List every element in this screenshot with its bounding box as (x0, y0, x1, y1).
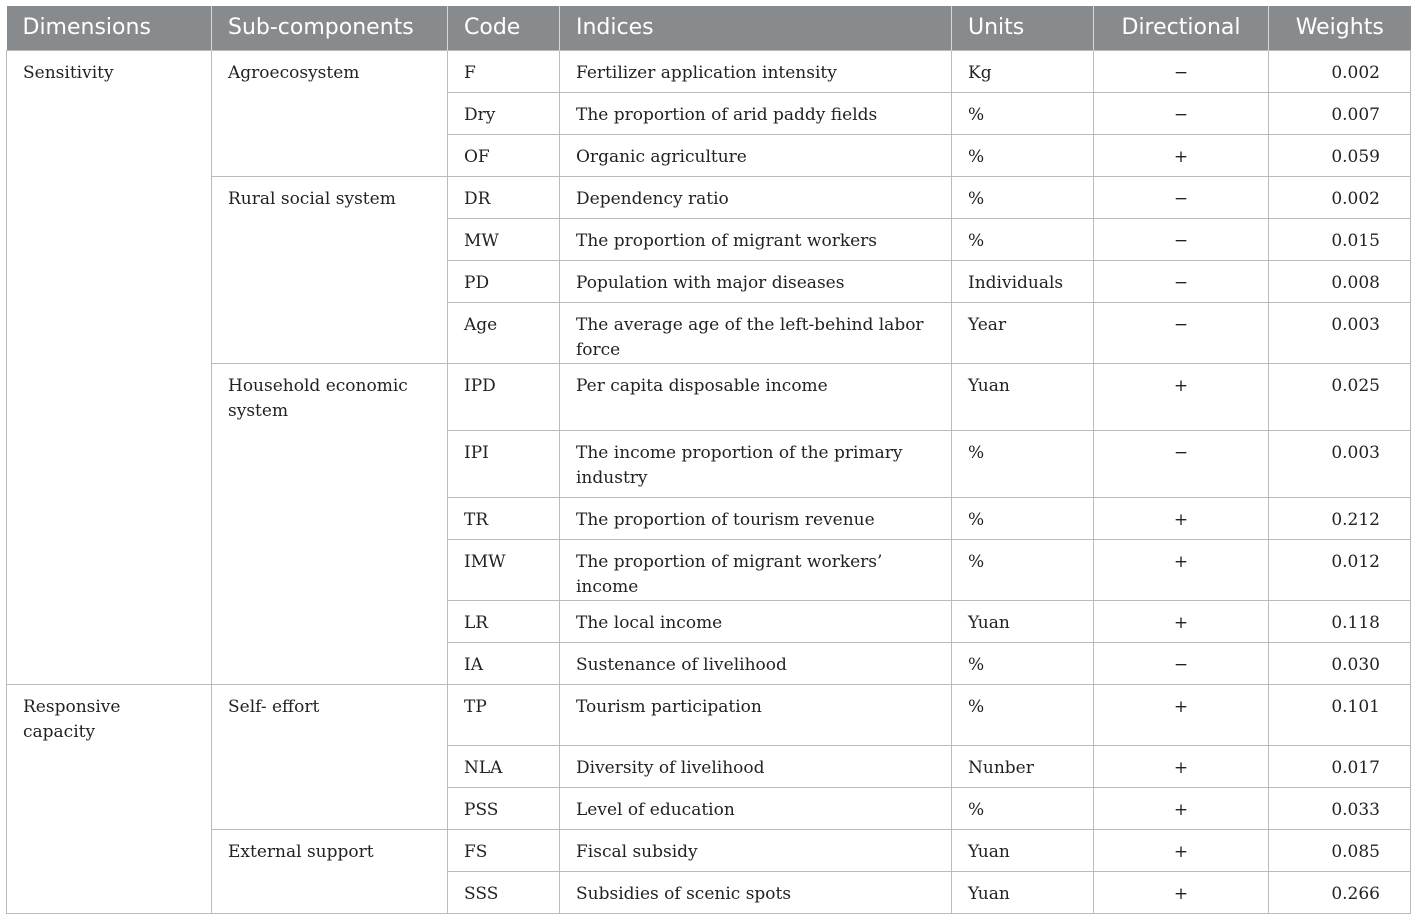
cell-dimension (7, 600, 212, 642)
cell-weight: 0.085 (1269, 829, 1411, 871)
cell-weight: 0.266 (1269, 871, 1411, 913)
cell-sub-component (212, 600, 448, 642)
cell-dimension (7, 642, 212, 684)
cell-dimension (7, 497, 212, 539)
cell-dimension (7, 871, 212, 913)
cell-sub-component: External support (212, 829, 448, 871)
cell-sub-component (212, 430, 448, 497)
header-row (7, 6, 1411, 50)
cell-weight: 0.030 (1269, 642, 1411, 684)
cell-directional: − (1094, 642, 1269, 684)
table-row (7, 176, 1411, 218)
cell-index: The proportion of migrant workers’ income (560, 539, 952, 600)
cell-index: Fiscal subsidy (560, 829, 952, 871)
cell-weight: 0.059 (1269, 134, 1411, 176)
cell-unit: Year (952, 302, 1094, 363)
header-sub-components: Sub-components (212, 6, 448, 50)
cell-code: SSS (448, 871, 560, 913)
cell-unit: % (952, 218, 1094, 260)
cell-unit: Yuan (952, 600, 1094, 642)
cell-sub-component (212, 92, 448, 134)
cell-sub-component: Agroecosystem (212, 50, 448, 92)
cell-dimension (7, 92, 212, 134)
cell-sub-component (212, 302, 448, 363)
cell-directional: + (1094, 787, 1269, 829)
table-row (7, 497, 1411, 539)
cell-unit: % (952, 642, 1094, 684)
table-row (7, 871, 1411, 913)
cell-code: IMW (448, 539, 560, 600)
cell-directional: + (1094, 684, 1269, 745)
cell-unit: Individuals (952, 260, 1094, 302)
cell-sub-component (212, 218, 448, 260)
cell-sub-component (212, 871, 448, 913)
cell-directional: + (1094, 829, 1269, 871)
cell-sub-component (212, 134, 448, 176)
cell-weight: 0.033 (1269, 787, 1411, 829)
cell-dimension (7, 430, 212, 497)
cell-index: The income proportion of the primary industry (560, 430, 952, 497)
table-row (7, 92, 1411, 134)
cell-code: TR (448, 497, 560, 539)
cell-directional: + (1094, 539, 1269, 600)
header-dimensions: Dimensions (7, 6, 212, 50)
cell-index: Level of education (560, 787, 952, 829)
cell-weight: 0.118 (1269, 600, 1411, 642)
table-row (7, 260, 1411, 302)
cell-sub-component: Self- effort (212, 684, 448, 745)
cell-weight: 0.007 (1269, 92, 1411, 134)
table-row (7, 363, 1411, 430)
header-weights: Weights (1269, 6, 1411, 50)
cell-directional: − (1094, 176, 1269, 218)
cell-weight: 0.003 (1269, 302, 1411, 363)
header-directional: Directional (1094, 6, 1269, 50)
table-row (7, 134, 1411, 176)
table-row (7, 218, 1411, 260)
cell-dimension (7, 363, 212, 430)
cell-unit: Nunber (952, 745, 1094, 787)
cell-unit: Yuan (952, 363, 1094, 430)
cell-sub-component (212, 497, 448, 539)
cell-dimension (7, 829, 212, 871)
cell-weight: 0.212 (1269, 497, 1411, 539)
cell-directional: − (1094, 92, 1269, 134)
cell-sub-component: Rural social system (212, 176, 448, 218)
cell-index: The average age of the left-behind labor force (560, 302, 952, 363)
cell-weight: 0.003 (1269, 430, 1411, 497)
cell-sub-component: Household economic system (212, 363, 448, 430)
cell-dimension (7, 218, 212, 260)
table-body (7, 50, 1411, 913)
cell-directional: + (1094, 363, 1269, 430)
cell-code: NLA (448, 745, 560, 787)
cell-code: Age (448, 302, 560, 363)
cell-code: Dry (448, 92, 560, 134)
table-row (7, 430, 1411, 497)
cell-index: Organic agriculture (560, 134, 952, 176)
cell-dimension (7, 176, 212, 218)
table-row (7, 642, 1411, 684)
cell-index: Subsidies of scenic spots (560, 871, 952, 913)
cell-directional: + (1094, 600, 1269, 642)
cell-dimension (7, 134, 212, 176)
cell-code: FS (448, 829, 560, 871)
cell-dimension (7, 260, 212, 302)
cell-unit: % (952, 787, 1094, 829)
cell-code: IA (448, 642, 560, 684)
cell-index: Population with major diseases (560, 260, 952, 302)
cell-unit: % (952, 430, 1094, 497)
header-units: Units (952, 6, 1094, 50)
cell-unit: % (952, 176, 1094, 218)
cell-weight: 0.008 (1269, 260, 1411, 302)
cell-index: Fertilizer application intensity (560, 50, 952, 92)
cell-sub-component (212, 787, 448, 829)
cell-dimension (7, 539, 212, 600)
table-row (7, 829, 1411, 871)
cell-code: MW (448, 218, 560, 260)
cell-directional: − (1094, 430, 1269, 497)
cell-unit: Yuan (952, 871, 1094, 913)
cell-code: PD (448, 260, 560, 302)
cell-directional: + (1094, 871, 1269, 913)
cell-code: IPD (448, 363, 560, 430)
cell-index: Tourism participation (560, 684, 952, 745)
cell-dimension: Sensitivity (7, 50, 212, 92)
table-row (7, 50, 1411, 92)
cell-sub-component (212, 260, 448, 302)
cell-directional: + (1094, 134, 1269, 176)
cell-index: The proportion of tourism revenue (560, 497, 952, 539)
cell-code: OF (448, 134, 560, 176)
cell-index: Dependency ratio (560, 176, 952, 218)
cell-weight: 0.002 (1269, 50, 1411, 92)
table-row (7, 539, 1411, 600)
cell-unit: Yuan (952, 829, 1094, 871)
cell-unit: % (952, 497, 1094, 539)
cell-unit: Kg (952, 50, 1094, 92)
cell-code: LR (448, 600, 560, 642)
cell-sub-component (212, 539, 448, 600)
cell-index: Per capita disposable income (560, 363, 952, 430)
header-code: Code (448, 6, 560, 50)
cell-index: Sustenance of livelihood (560, 642, 952, 684)
table-row (7, 302, 1411, 363)
cell-directional: − (1094, 260, 1269, 302)
cell-directional: + (1094, 745, 1269, 787)
cell-index: The local income (560, 600, 952, 642)
cell-dimension (7, 302, 212, 363)
indicator-table (6, 6, 1411, 914)
table-header (7, 6, 1411, 50)
cell-directional: − (1094, 50, 1269, 92)
cell-weight: 0.101 (1269, 684, 1411, 745)
cell-dimension (7, 745, 212, 787)
cell-weight: 0.015 (1269, 218, 1411, 260)
table-row (7, 600, 1411, 642)
header-indices: Indices (560, 6, 952, 50)
cell-code: DR (448, 176, 560, 218)
cell-sub-component (212, 745, 448, 787)
cell-code: IPI (448, 430, 560, 497)
cell-index: Diversity of livelihood (560, 745, 952, 787)
cell-directional: − (1094, 302, 1269, 363)
cell-code: F (448, 50, 560, 92)
cell-unit: % (952, 539, 1094, 600)
cell-weight: 0.025 (1269, 363, 1411, 430)
cell-weight: 0.017 (1269, 745, 1411, 787)
table-row (7, 684, 1411, 745)
cell-index: The proportion of arid paddy fields (560, 92, 952, 134)
cell-code: PSS (448, 787, 560, 829)
cell-dimension: Responsive capacity (7, 684, 212, 745)
cell-dimension (7, 787, 212, 829)
cell-weight: 0.002 (1269, 176, 1411, 218)
table-row (7, 745, 1411, 787)
cell-weight: 0.012 (1269, 539, 1411, 600)
cell-sub-component (212, 642, 448, 684)
cell-directional: + (1094, 497, 1269, 539)
cell-unit: % (952, 684, 1094, 745)
cell-code: TP (448, 684, 560, 745)
table-row (7, 787, 1411, 829)
cell-unit: % (952, 134, 1094, 176)
cell-directional: − (1094, 218, 1269, 260)
cell-index: The proportion of migrant workers (560, 218, 952, 260)
cell-unit: % (952, 92, 1094, 134)
